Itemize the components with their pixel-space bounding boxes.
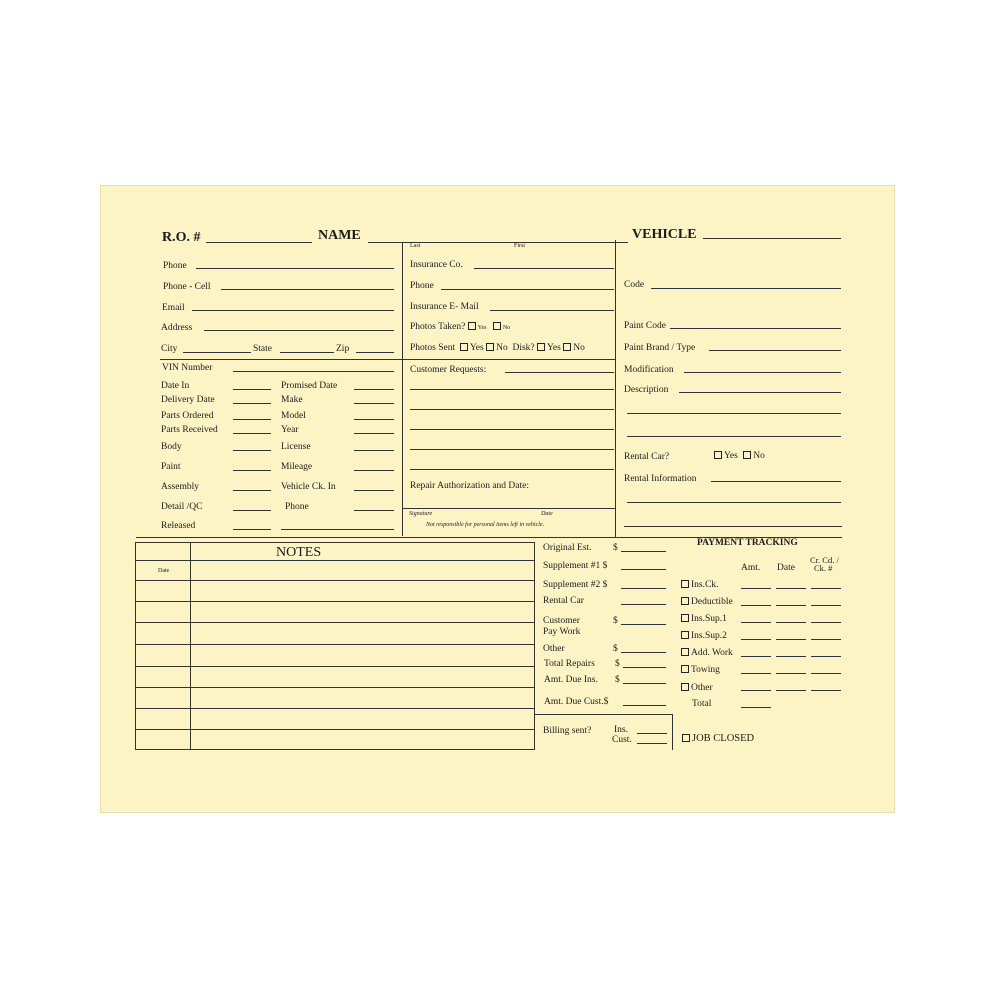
notes-divider	[190, 542, 191, 750]
billing-cust-field[interactable]	[637, 743, 667, 744]
payment-row-ins-sup-1: Ins.Sup.1	[681, 614, 727, 625]
paint-brand-label: Paint Brand / Type	[624, 343, 696, 353]
vin-field[interactable]	[233, 371, 394, 372]
ins-sup-1-checkbox[interactable]	[681, 614, 689, 622]
amt-due-cust-field[interactable]	[623, 705, 666, 706]
cr-cd-header: Cr. Cd. /	[810, 555, 839, 565]
payment-row-ins-sup-2: Ins.Sup.2	[681, 631, 727, 642]
rental-info-line-2[interactable]	[627, 502, 841, 503]
ins-sup-2-checkbox[interactable]	[681, 631, 689, 639]
rental-car-options: Yes No	[714, 451, 765, 462]
customer-requests-line-3[interactable]	[410, 409, 614, 410]
add-work-checkbox[interactable]	[681, 648, 689, 656]
divider-mid	[160, 359, 616, 360]
job-phone-field[interactable]	[354, 510, 394, 511]
rental-car-label: Rental Car?	[624, 452, 670, 462]
rental-info-field[interactable]	[711, 481, 841, 482]
vehicle-field[interactable]	[703, 238, 841, 239]
other-checkbox[interactable]	[681, 683, 689, 691]
parts-received-label: Parts Received	[161, 425, 218, 435]
divider-right	[615, 240, 616, 538]
date-in-label: Date In	[161, 381, 190, 391]
deductible-checkbox[interactable]	[681, 597, 689, 605]
ro-label: R.O. #	[162, 230, 201, 245]
first-sublabel: First	[514, 243, 526, 249]
released-field-2[interactable]	[281, 529, 394, 530]
promised-date-field[interactable]	[354, 389, 394, 390]
repair-auth-label: Repair Authorization and Date:	[410, 481, 529, 491]
billing-ins-label: Ins.	[614, 725, 628, 735]
ck-header: Ck. #	[814, 563, 833, 573]
paint-code-label: Paint Code	[624, 321, 666, 331]
notes-bottom	[136, 749, 534, 750]
make-label: Make	[281, 395, 303, 405]
notes-row-4[interactable]	[136, 622, 534, 623]
notes-row-8[interactable]	[136, 708, 534, 709]
towing-crcd[interactable]	[811, 673, 841, 674]
customer-dollar: $	[613, 616, 618, 626]
photos-taken-yes-checkbox[interactable]	[468, 322, 476, 330]
description-label: Description	[624, 385, 669, 395]
payment-tracking-title: PAYMENT TRACKING	[697, 538, 798, 548]
last-sublabel: Last	[410, 243, 421, 249]
customer-requests-label: Customer Requests:	[410, 365, 487, 375]
assembly-field[interactable]	[233, 490, 271, 491]
email-field[interactable]	[192, 310, 394, 311]
insurance-co-label: Insurance Co.	[410, 260, 463, 270]
customer-requests-line-5[interactable]	[410, 449, 614, 450]
customer-requests-line-6[interactable]	[410, 469, 614, 470]
signature-line	[403, 508, 615, 509]
deductible-amt[interactable]	[741, 605, 771, 606]
vin-label: VIN Number	[162, 363, 213, 373]
body-label: Body	[161, 442, 182, 452]
paint-code-field[interactable]	[670, 328, 841, 329]
name-field[interactable]	[368, 242, 628, 243]
make-field[interactable]	[354, 403, 394, 404]
billing-ins-field[interactable]	[637, 733, 667, 734]
photos-sent-yes-checkbox[interactable]	[460, 343, 468, 351]
ins-ck-checkbox[interactable]	[681, 580, 689, 588]
payment-row-towing: Towing	[681, 665, 720, 676]
disk-yes-checkbox[interactable]	[537, 343, 545, 351]
modification-label: Modification	[624, 365, 674, 375]
parts-received-field[interactable]	[233, 433, 271, 434]
city-label: City	[161, 344, 178, 354]
supplement-2-label: Supplement #2 $	[543, 580, 608, 590]
supplement-1-label: Supplement #1 $	[543, 561, 608, 571]
phone-field[interactable]	[196, 268, 394, 269]
state-field[interactable]	[280, 352, 334, 353]
disclaimer-text: Not responsible for personal items left in vehicle.	[426, 522, 545, 528]
notes-date-header: Date	[158, 568, 170, 574]
description-field[interactable]	[679, 392, 841, 393]
ins-sup-1-crcd[interactable]	[811, 622, 841, 623]
job-phone-label: Phone	[285, 502, 309, 512]
insurance-co-field[interactable]	[474, 268, 614, 269]
customer-label: Customer	[543, 616, 580, 626]
delivery-date-label: Delivery Date	[161, 395, 215, 405]
photos-sent-label: Photos Sent Yes No Disk? Yes No	[410, 343, 585, 353]
rental-car-est-field[interactable]	[621, 604, 666, 605]
rental-no-checkbox[interactable]	[743, 451, 751, 459]
photos-taken-no-checkbox[interactable]	[493, 322, 501, 330]
parts-ordered-field[interactable]	[233, 419, 271, 420]
other-dollar: $	[613, 644, 618, 654]
vehicle-ck-in-field[interactable]	[354, 490, 394, 491]
license-field[interactable]	[354, 450, 394, 451]
year-label: Year	[281, 425, 299, 435]
detail-qc-label: Detail /QC	[161, 502, 203, 512]
add-work-crcd[interactable]	[811, 656, 841, 657]
description-line-3[interactable]	[627, 436, 841, 437]
payment-row-add-work: Add. Work	[681, 648, 733, 659]
customer-requests-line-2[interactable]	[410, 389, 614, 390]
other-crcd[interactable]	[811, 690, 841, 691]
mileage-field[interactable]	[354, 470, 394, 471]
paint-brand-field[interactable]	[709, 350, 841, 351]
customer-requests-line-4[interactable]	[410, 429, 614, 430]
address-label: Address	[161, 323, 193, 333]
divider-left	[402, 242, 403, 536]
other-est-field[interactable]	[621, 652, 666, 653]
other-est-label: Other	[543, 644, 565, 654]
billing-divider	[535, 714, 673, 715]
billing-sent-label: Billing sent?	[543, 726, 592, 736]
city-field[interactable]	[183, 352, 251, 353]
deductible-crcd[interactable]	[811, 605, 841, 606]
payment-row-other: Other	[681, 683, 713, 694]
parts-ordered-label: Parts Ordered	[161, 411, 214, 421]
notes-row-1	[136, 560, 534, 561]
customer-requests-field[interactable]	[505, 372, 614, 373]
email-label: Email	[162, 303, 185, 313]
zip-field[interactable]	[356, 352, 394, 353]
year-field[interactable]	[354, 433, 394, 434]
code-label: Code	[624, 280, 645, 290]
photos-taken-label: Photos Taken? Yes No	[410, 322, 511, 332]
ins-sup-1-amt[interactable]	[741, 622, 771, 623]
total-repairs-dollar: $	[615, 659, 620, 669]
promised-date-label: Promised Date	[281, 381, 338, 391]
ins-sup-2-date[interactable]	[776, 639, 806, 640]
supplement-1-field[interactable]	[621, 569, 666, 570]
modification-field[interactable]	[684, 372, 841, 373]
billing-border-right	[672, 714, 673, 750]
total-repairs-label: Total Repairs	[544, 659, 595, 669]
original-est-label: Original Est.	[543, 543, 592, 553]
insurance-phone-label: Phone	[410, 281, 434, 291]
disk-no-checkbox[interactable]	[563, 343, 571, 351]
notes-row-5[interactable]	[136, 644, 534, 645]
job-closed: JOB CLOSED	[682, 733, 754, 744]
amt-due-cust-label: Amt. Due Cust.$	[544, 697, 609, 707]
billing-cust-label: Cust.	[612, 735, 632, 745]
zip-label: Zip	[336, 344, 350, 354]
notes-border-right	[534, 542, 535, 750]
released-label: Released	[161, 521, 196, 531]
vehicle-ck-in-label: Vehicle Ck. In	[281, 482, 336, 492]
notes-row-9[interactable]	[136, 729, 534, 730]
towing-date[interactable]	[776, 673, 806, 674]
paint-label: Paint	[161, 462, 181, 472]
address-field[interactable]	[204, 330, 394, 331]
notes-row-7[interactable]	[136, 687, 534, 688]
phone-label: Phone	[163, 261, 187, 271]
name-label: NAME	[318, 228, 361, 243]
ins-sup-2-amt[interactable]	[741, 639, 771, 640]
phone-cell-label: Phone - Cell	[163, 282, 211, 292]
payment-row-deductible: Deductible	[681, 597, 733, 608]
code-field[interactable]	[651, 288, 841, 289]
rental-info-label: Rental Information	[624, 474, 697, 484]
total-repairs-field[interactable]	[623, 667, 666, 668]
add-work-amt[interactable]	[741, 656, 771, 657]
date-in-field[interactable]	[233, 389, 271, 390]
notes-row-2[interactable]	[136, 580, 534, 581]
ins-ck-amt[interactable]	[741, 588, 771, 589]
add-work-date[interactable]	[776, 656, 806, 657]
divider-rental	[624, 526, 842, 527]
notes-title: NOTES	[276, 545, 322, 560]
photos-sent-no-checkbox[interactable]	[486, 343, 494, 351]
vehicle-label: VEHICLE	[632, 227, 697, 242]
other-date[interactable]	[776, 690, 806, 691]
ins-ck-date[interactable]	[776, 588, 806, 589]
state-label: State	[253, 344, 272, 354]
date-sublabel: Date	[541, 511, 553, 517]
notes-row-3[interactable]	[136, 601, 534, 602]
amt-due-ins-label: Amt. Due Ins.	[544, 675, 598, 685]
model-label: Model	[281, 411, 306, 421]
description-line-2[interactable]	[627, 413, 841, 414]
notes-row-6[interactable]	[136, 666, 534, 667]
mileage-label: Mileage	[281, 462, 313, 472]
rental-yes-checkbox[interactable]	[714, 451, 722, 459]
rental-car-est-label: Rental Car	[543, 596, 584, 606]
insurance-phone-field[interactable]	[441, 289, 614, 290]
ins-ck-crcd[interactable]	[811, 588, 841, 589]
license-label: License	[281, 442, 311, 452]
payment-total-field[interactable]	[741, 707, 771, 708]
model-field[interactable]	[354, 419, 394, 420]
notes-border-left	[135, 542, 136, 750]
payment-row-ins-ck: Ins.Ck.	[681, 580, 718, 591]
insurance-email-label: Insurance E- Mail	[410, 302, 479, 312]
payment-total-label: Total	[692, 699, 712, 709]
deductible-date[interactable]	[776, 605, 806, 606]
supplement-2-field[interactable]	[621, 588, 666, 589]
other-amt[interactable]	[741, 690, 771, 691]
job-closed-checkbox[interactable]	[682, 734, 690, 742]
ins-sup-1-date[interactable]	[776, 622, 806, 623]
original-est-dollar: $	[613, 543, 618, 553]
customer-pay-field[interactable]	[621, 624, 666, 625]
date-header: Date	[777, 563, 795, 573]
amt-due-ins-dollar: $	[615, 675, 620, 685]
phone-cell-field[interactable]	[221, 289, 394, 290]
paint-field[interactable]	[233, 470, 271, 471]
amt-due-ins-field[interactable]	[623, 683, 666, 684]
original-est-field[interactable]	[621, 551, 666, 552]
notes-top	[135, 542, 535, 543]
assembly-label: Assembly	[161, 482, 199, 492]
insurance-email-field[interactable]	[490, 310, 614, 311]
repair-order-form	[101, 186, 894, 812]
detail-qc-field[interactable]	[233, 510, 271, 511]
amt-header: Amt.	[741, 563, 761, 573]
ins-sup-2-crcd[interactable]	[811, 639, 841, 640]
towing-checkbox[interactable]	[681, 665, 689, 673]
body-field[interactable]	[233, 450, 271, 451]
ro-field[interactable]	[206, 242, 312, 243]
signature-sublabel: Signature	[409, 511, 433, 517]
pay-work-label: Pay Work	[543, 627, 581, 637]
towing-amt[interactable]	[741, 673, 771, 674]
released-field[interactable]	[233, 529, 271, 530]
delivery-date-field[interactable]	[233, 403, 271, 404]
